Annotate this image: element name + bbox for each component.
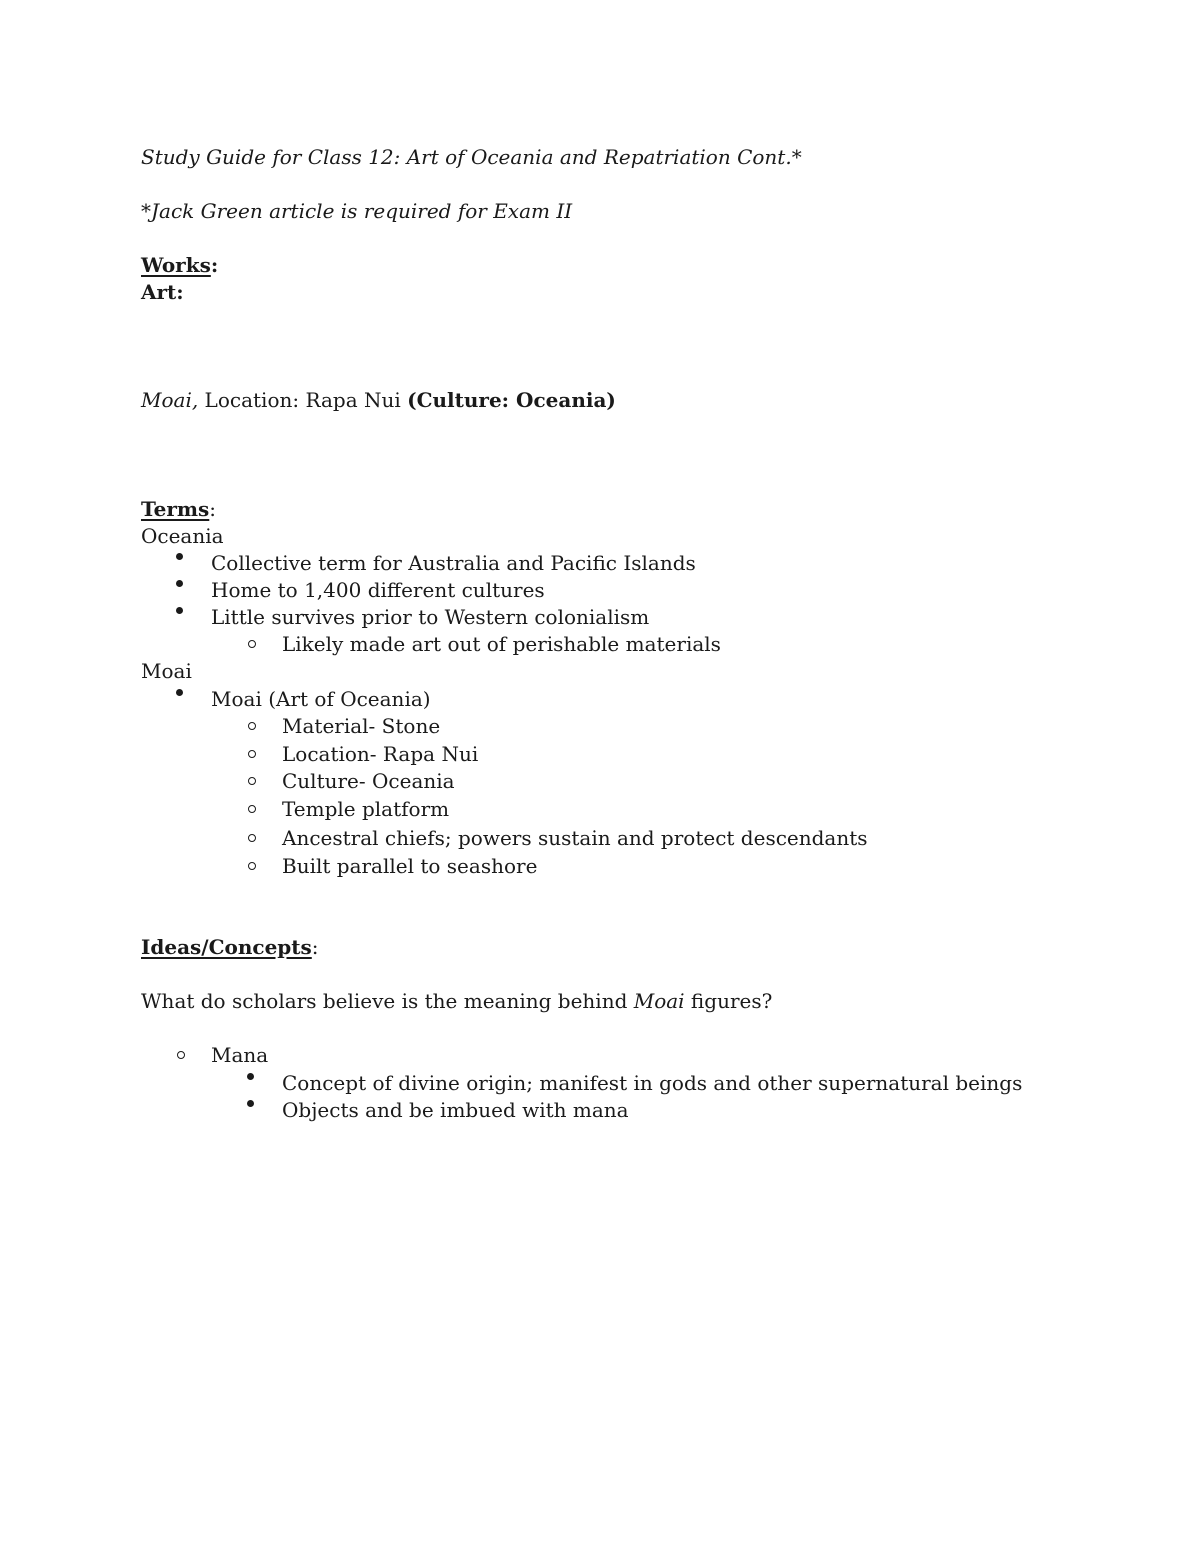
term-oceania-label: Oceania: [141, 524, 224, 548]
mana-label: Mana: [211, 1043, 269, 1067]
moai-work-entry: [141, 390, 616, 410]
concepts-heading-label: Ideas/Concepts: [141, 935, 312, 959]
sub-list-item: Temple platform: [282, 797, 450, 821]
terms-heading-colon: :: [209, 497, 217, 521]
circle-bullet-icon: [248, 750, 256, 758]
question-text-italic: Moai: [633, 989, 685, 1013]
bullet-icon: [247, 1073, 254, 1080]
moai-work-location: Location: Rapa Nui: [198, 388, 408, 412]
moai-work-culture: (Culture: Oceania): [407, 388, 616, 412]
works-heading-label: Works: [141, 253, 211, 277]
circle-bullet-icon: [248, 777, 256, 785]
sub-list-item: Material- Stone: [282, 714, 441, 738]
list-item: Collective term for Australia and Pacific Islands: [211, 551, 696, 575]
bullet-icon: [176, 689, 183, 696]
bullet-icon: [176, 607, 183, 614]
term-moai-label: Moai: [141, 659, 192, 683]
circle-bullet-icon: [248, 834, 256, 842]
sub-list-item: Culture- Oceania: [282, 769, 455, 793]
list-item: Little survives prior to Western colonialism: [211, 605, 650, 629]
moai-work-title: Moai,: [141, 388, 199, 412]
circle-bullet-icon: [248, 640, 256, 648]
circle-bullet-icon: [248, 862, 256, 870]
sub-list-item: Ancestral chiefs; powers sustain and protect descendants: [282, 826, 868, 850]
list-item: Home to 1,400 different cultures: [211, 578, 545, 602]
bullet-icon: [176, 553, 183, 560]
sub-list-item: Built parallel to seashore: [282, 854, 538, 878]
circle-bullet-icon: [177, 1051, 185, 1059]
sub-list-item: Objects and be imbued with mana: [282, 1098, 629, 1122]
bullet-icon: [176, 580, 183, 587]
sub-list-item: Likely made art out of perishable materials: [282, 632, 721, 656]
document-title: Study Guide for Class 12: Art of Oceania and Repatriation Cont.*: [141, 145, 802, 169]
art-label: Art:: [141, 280, 184, 304]
circle-bullet-icon: [248, 805, 256, 813]
list-item: Moai (Art of Oceania): [211, 687, 431, 711]
sub-list-item: Concept of divine origin; manifest in gods and other supernatural beings: [282, 1071, 1023, 1095]
terms-heading: [141, 499, 216, 519]
concepts-heading: [141, 937, 319, 957]
concepts-question: [141, 991, 772, 1011]
exam-note: *Jack Green article is required for Exam II: [141, 199, 573, 223]
concepts-heading-colon: :: [311, 935, 319, 959]
question-text-end: figures?: [684, 989, 773, 1013]
works-heading: [141, 255, 218, 275]
bullet-icon: [247, 1100, 254, 1107]
works-heading-colon: :: [210, 253, 219, 277]
circle-bullet-icon: [248, 722, 256, 730]
terms-heading-label: Terms: [141, 497, 210, 521]
sub-list-item: Location- Rapa Nui: [282, 742, 479, 766]
question-text-start: What do scholars believe is the meaning behind: [141, 989, 634, 1013]
